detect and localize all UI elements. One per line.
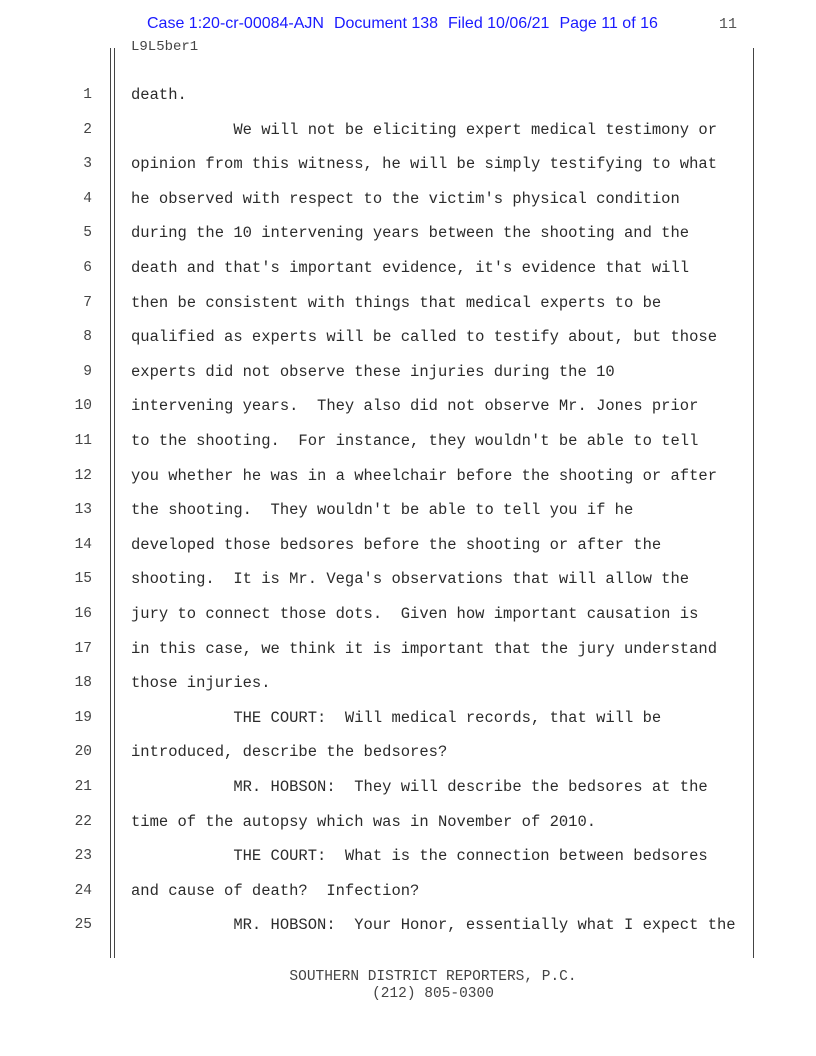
transcript-line <box>0 154 816 188</box>
transcript-line <box>0 189 816 223</box>
transcript-line <box>0 396 816 430</box>
line-number: 18 <box>74 675 92 692</box>
line-text: shooting. It is Mr. Vega's observations that will allow the <box>131 570 690 589</box>
transcript-line <box>0 120 816 154</box>
line-number: 7 <box>83 294 92 311</box>
transcript-line <box>0 673 816 707</box>
transcript-line <box>0 431 816 465</box>
line-text: qualified as experts will be called to testify about, but those <box>131 328 717 347</box>
transcript-line <box>0 466 816 500</box>
line-number: 23 <box>74 848 92 865</box>
transcript-line <box>0 812 816 846</box>
transcript-line <box>0 881 816 915</box>
transcript-line <box>0 742 816 776</box>
stamp-document-number: Document 138 <box>333 15 439 32</box>
transcript-line <box>0 639 816 673</box>
line-number: 14 <box>74 536 92 553</box>
line-text: death and that's important evidence, it's evidence that will <box>131 259 690 277</box>
line-text: in this case, we think it is important that the jury understand <box>131 639 717 658</box>
line-text: those injuries. <box>131 674 271 693</box>
transcript-line <box>0 362 816 396</box>
line-text: MR. HOBSON: Your Honor, essentially what I expect the <box>131 916 736 935</box>
transcript-line <box>0 535 816 569</box>
line-number: 11 <box>74 433 92 449</box>
line-number: 21 <box>74 779 92 795</box>
line-text: the shooting. They wouldn't be able to tell you if he <box>131 501 634 520</box>
line-text: experts did not observe these injuries during the 10 <box>131 362 615 381</box>
line-number: 9 <box>83 363 92 380</box>
line-text: then be consistent with things that medical experts to be <box>131 293 662 312</box>
filing-stamp <box>147 15 668 33</box>
line-text: opinion from this witness, he will be simply testifying to what <box>131 155 717 174</box>
line-text: you whether he was in a wheelchair before the shooting or after <box>131 466 717 485</box>
line-number: 10 <box>74 398 92 415</box>
line-number: 4 <box>83 190 92 207</box>
transcript-line <box>0 85 816 119</box>
footer-reporter: SOUTHERN DISTRICT REPORTERS, P.C. <box>289 969 577 985</box>
transcript-line <box>0 258 816 292</box>
stamp-filed-date: Filed 10/06/21 <box>448 15 550 32</box>
transcript-line <box>0 569 816 603</box>
transcript-line <box>0 708 816 742</box>
line-number: 2 <box>83 121 92 138</box>
transcript-line <box>0 293 816 327</box>
line-text: he observed with respect to the victim's physical condition <box>131 189 680 208</box>
line-number: 16 <box>74 606 92 622</box>
stamp-case-number: Case 1:20-cr-00084-AJN <box>147 15 324 32</box>
line-text: intervening years. They also did not observe Mr. Jones prior <box>131 397 699 416</box>
line-number: 12 <box>74 467 92 484</box>
transcript-line <box>0 327 816 361</box>
transcript-line <box>0 500 816 534</box>
line-text: and cause of death? Infection? <box>131 881 420 900</box>
line-text: THE COURT: Will medical records, that will be <box>131 708 662 727</box>
line-number: 19 <box>74 709 92 726</box>
stamp-page-count: Page 11 of 16 <box>559 15 658 32</box>
line-text: to the shooting. For instance, they wouldn't be able to tell <box>131 432 699 450</box>
line-number: 8 <box>83 329 92 346</box>
transcript-line <box>0 604 816 638</box>
footer-phone: (212) 805-0300 <box>372 986 494 1002</box>
line-text: MR. HOBSON: They will describe the bedsores at the <box>131 778 708 796</box>
line-number: 5 <box>83 225 92 242</box>
line-number: 20 <box>74 744 92 761</box>
line-number: 3 <box>83 156 92 173</box>
line-text: during the 10 intervening years between the shooting and the <box>131 224 690 243</box>
line-text: death. <box>131 86 187 104</box>
transcript-line <box>0 846 816 880</box>
line-number: 15 <box>74 571 92 588</box>
line-text: developed those bedsores before the shooting or after the <box>131 535 662 554</box>
line-number: 25 <box>74 917 92 934</box>
page-number: 11 <box>719 16 738 33</box>
page-footer <box>0 969 816 1003</box>
line-text: introduced, describe the bedsores? <box>131 743 448 762</box>
line-number: 13 <box>74 502 92 519</box>
line-number: 22 <box>74 813 92 830</box>
transcript-case-id: L9L5ber1 <box>131 39 199 55</box>
line-number: 17 <box>74 640 92 657</box>
transcript-line <box>0 777 816 811</box>
line-number: 24 <box>74 882 92 899</box>
transcript-line <box>0 223 816 257</box>
transcript-line <box>0 915 816 949</box>
line-text: THE COURT: What is the connection between bedsores <box>131 847 708 866</box>
line-text: We will not be eliciting expert medical testimony or <box>131 120 717 139</box>
line-number: 1 <box>83 87 92 103</box>
line-text: time of the autopsy which was in November of 2010. <box>131 812 597 831</box>
line-text: jury to connect those dots. Given how important causation is <box>131 605 699 623</box>
line-number: 6 <box>83 260 92 276</box>
